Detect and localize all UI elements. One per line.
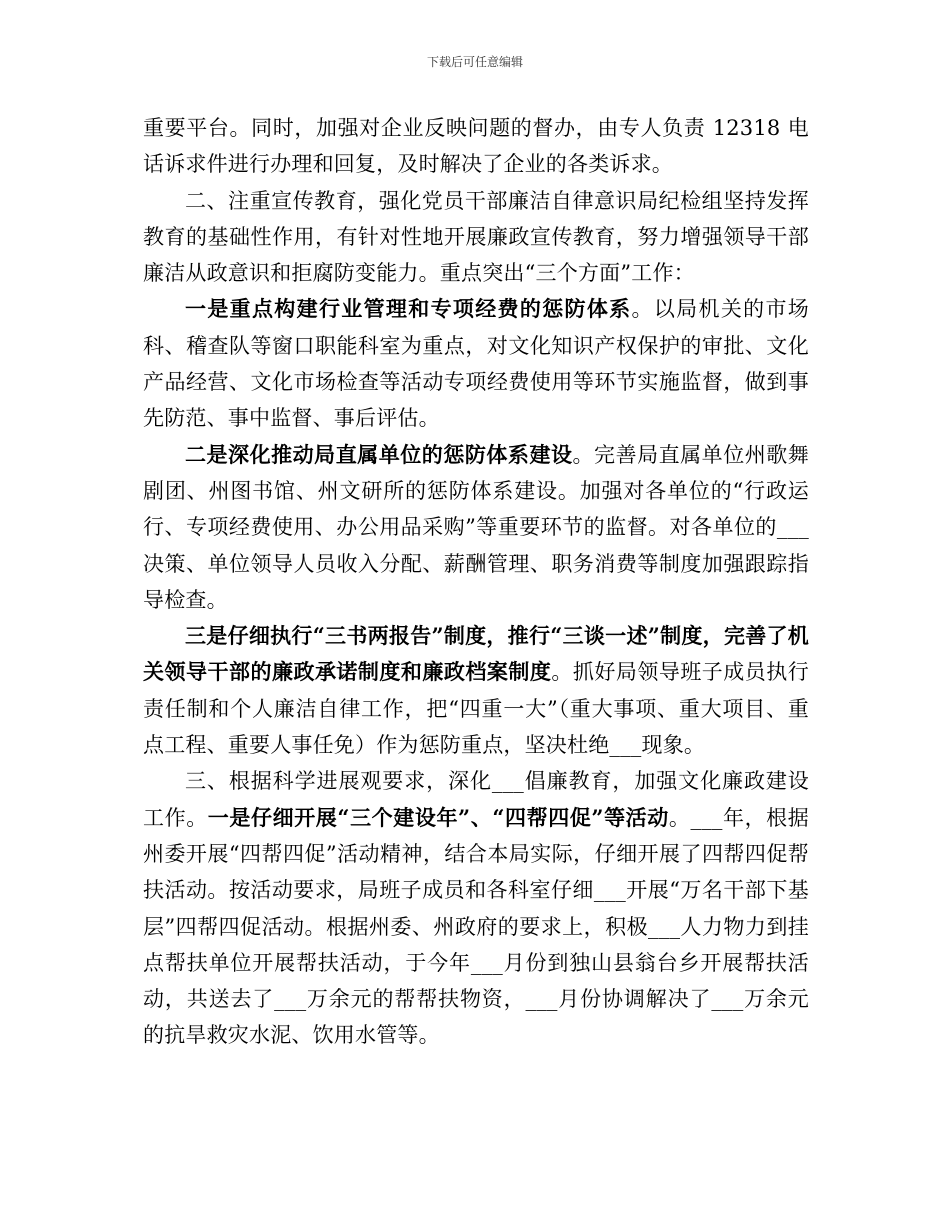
document-body <box>143 110 809 1054</box>
paragraph-point-two: 二是深化推动局直属单位的惩防体系建设。完善局直属单位州歌舞剧团、州图书馆、州文研所的惩防体系建设。加强对各单位的“行政运行、专项经费使用、办公用品采购”等重要环节的监督。对各单位的___决策、单位领导人员收入分配、薪酬管理、职务消费等制度加强跟踪指导检查。 <box>143 441 809 612</box>
paragraph-heading: 一是仔细开展“三个建设年”、“四帮四促”等活动 <box>207 804 669 830</box>
paragraph-continuation: 重要平台。同时，加强对企业反映问题的督办，由专人负责 12318 电话诉求件进行办理和回复，及时解决了企业的各类诉求。 <box>143 116 809 177</box>
paragraph-section-three: 三、根据科学进展观要求，深化___倡廉教育，加强文化廉政建设工作。一是仔细开展“三个建设年”、“四帮四促”等活动。___年，根据州委开展“四帮四促”活动精神，结合本局实际，仔细开展了四帮四促帮扶活动。按活动要求，局班子成员和各科室仔细___开展“万名干部下基层”四帮四促活动。根据州委、州政府的要求上，积极___人力物力到挂点帮扶单位开展帮扶活动，于今年___月份到独山县翁台乡开展帮扶活动，共送去了___万余元的帮帮扶物资，___月份协调解决了___万余元的抗旱救灾水泥、饮用水管等。 <box>143 769 809 1048</box>
paragraph-point-three: 三是仔细执行“三书两报告”制度，推行“三谈一述”制度，完善了机关领导干部的廉政承诺制度和廉政档案制度。抓好局领导班子成员执行责任制和个人廉洁自律工作，把“四重一大”（重大事项、重大项目、重点工程、重要人事任免）作为惩防重点，坚决杜绝___现象。 <box>143 623 809 758</box>
paragraph-heading: 一是重点构建行业管理和专项经费的惩防体系 <box>185 296 632 322</box>
page-header: 下载后可任意编辑 <box>426 55 523 69</box>
paragraph-point-one: 一是重点构建行业管理和专项经费的惩防体系。以局机关的市场科、稽查队等窗口职能科室为重点，对文化知识产权保护的审批、文化产品经营、文化市场检查等活动专项经费使用等环节实施监督，做到事先防范、事中监督、事后评估。 <box>143 296 809 431</box>
paragraph-heading: 二是深化推动局直属单位的惩防体系建设 <box>185 441 573 467</box>
paragraph-heading: 三是仔细执行“三书两报告”制度，推行“三谈一述”制度，完善了机关领导干部的廉政承诺制度和廉政档案制度 <box>143 623 809 685</box>
paragraph-section-two: 二、注重宣传教育，强化党员干部廉洁自律意识局纪检组坚持发挥教育的基础性作用，有针对性地开展廉政宣传教育，努力增强领导干部廉洁从政意识和拒腐防变能力。重点突出“三个方面”工作： <box>143 188 809 286</box>
